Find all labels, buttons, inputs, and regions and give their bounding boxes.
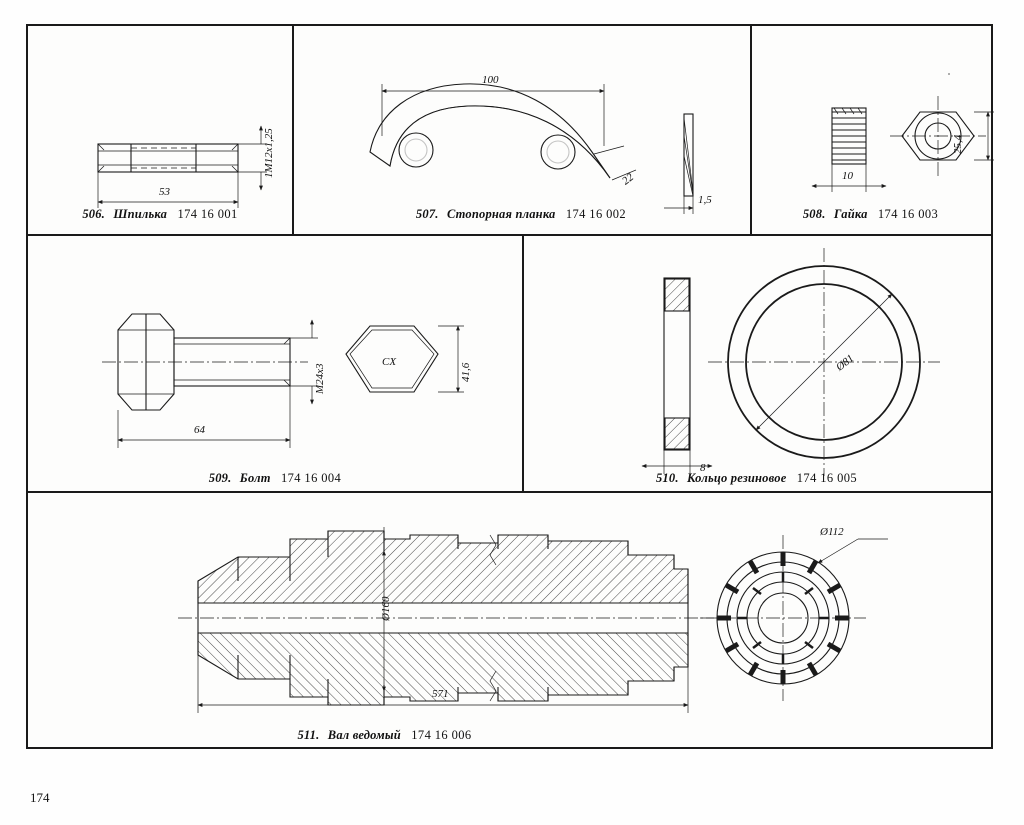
figure-509-number: 509.	[208, 471, 232, 485]
figure-508-dim-10: 10	[842, 170, 853, 182]
figure-509-dim-41_6: 41,6	[460, 362, 472, 382]
figure-510-drawing	[522, 234, 991, 491]
figure-509-code: 174 16 004	[280, 471, 342, 485]
figure-507-drawing	[292, 26, 750, 234]
figure-511-title: Вал ведомый	[327, 728, 401, 742]
figure-509-drawing	[28, 234, 522, 491]
figure-506	[28, 26, 292, 234]
figure-510-title: Кольцо резиновое	[686, 471, 787, 485]
figure-511-dim-d160: Ø160	[380, 596, 392, 621]
figure-508-dim-25_4: 25,4	[952, 134, 964, 154]
figure-510-code: 174 16 005	[796, 471, 858, 485]
figure-510	[522, 234, 991, 491]
figure-509-caption	[28, 471, 522, 486]
figure-510-dim-d81: Ø81	[834, 352, 857, 374]
figure-507-dim-100: 100	[482, 74, 499, 86]
figure-506-caption	[28, 207, 292, 222]
figure-506-dim-length: 53	[159, 186, 170, 198]
figure-508	[750, 26, 991, 234]
figure-511-dim-d112: Ø112	[820, 526, 844, 538]
figure-509-dim-cx: CX	[382, 356, 397, 368]
figure-510-number: 510.	[655, 471, 679, 485]
figure-508-title: Гайка	[833, 207, 868, 221]
figure-510-dim-8: 8	[700, 462, 706, 474]
figure-511-caption	[0, 728, 866, 743]
figure-508-number: 508.	[802, 207, 826, 221]
figure-511-code: 174 16 006	[411, 728, 472, 742]
figure-511-drawing	[28, 491, 991, 745]
figure-511	[28, 491, 991, 745]
figure-511-number: 511.	[297, 728, 320, 742]
figure-511-dim-571: 571	[432, 688, 449, 700]
figure-509-dim-thread: M24x3	[314, 363, 326, 394]
figure-508-drawing	[750, 26, 991, 234]
figure-510-caption	[522, 471, 991, 486]
page-number: 174	[30, 790, 50, 805]
figure-506-drawing	[28, 26, 292, 234]
figure-507-title: Стопорная планка	[446, 207, 556, 221]
figure-508-caption	[750, 207, 991, 222]
figure-507-caption	[292, 207, 750, 222]
figure-506-dim-thread: 1M12x1,25	[263, 128, 275, 178]
figure-506-code: 174 16 001	[177, 207, 238, 221]
figure-507	[292, 26, 750, 234]
figure-507-dim-1_5: 1,5	[698, 194, 712, 206]
figure-509-dim-64: 64	[194, 424, 205, 436]
figure-506-number: 506.	[82, 207, 105, 221]
figure-506-title: Шпилька	[113, 207, 168, 221]
drawing-sheet-border	[26, 24, 993, 749]
figure-509	[28, 234, 522, 491]
figure-507-code: 174 16 002	[565, 207, 627, 221]
figure-509-title: Болт	[239, 471, 271, 485]
figure-508-code: 174 16 003	[877, 207, 939, 221]
figure-507-dim-22: 22	[620, 171, 637, 188]
figure-507-number: 507.	[415, 207, 439, 221]
